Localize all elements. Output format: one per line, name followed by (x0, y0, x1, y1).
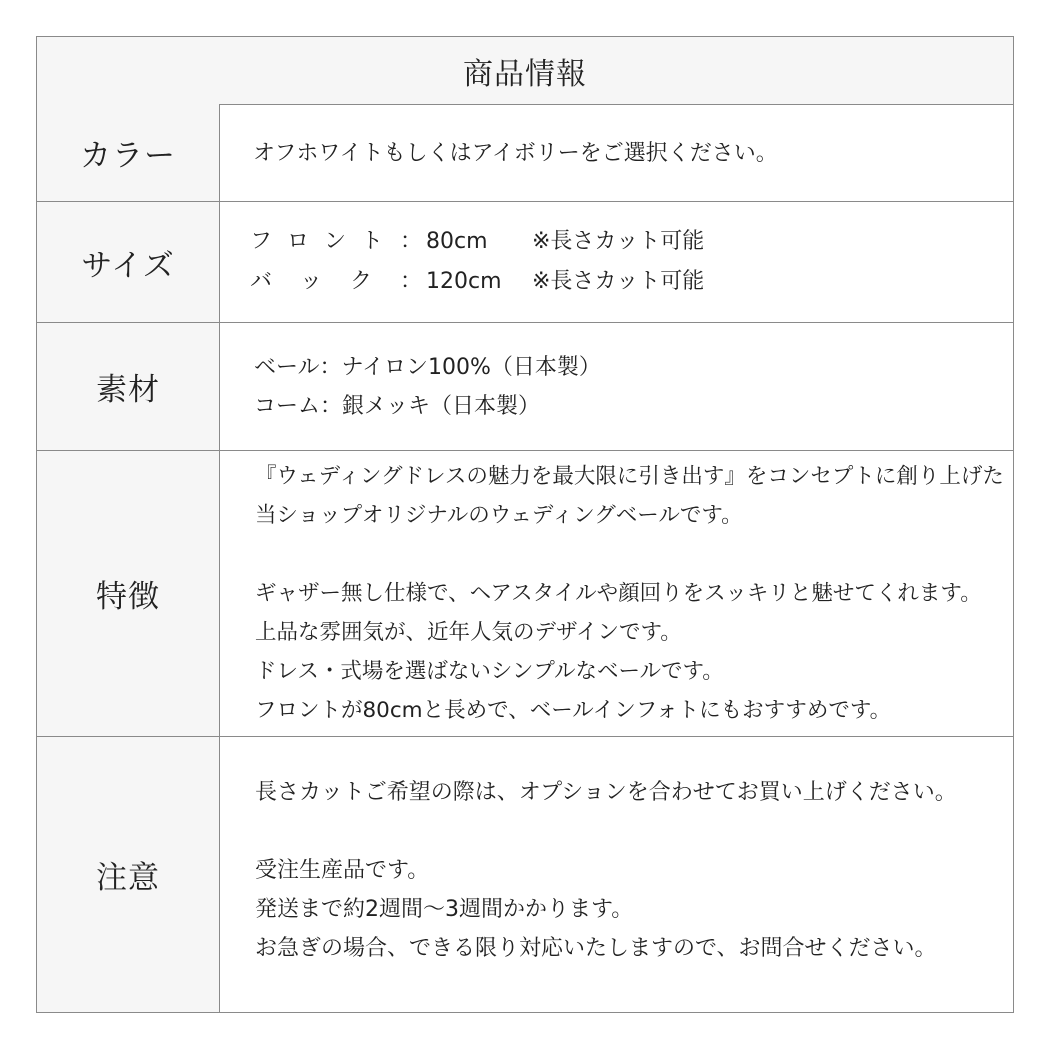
material-line-comb: コーム：銀メッキ（日本製） (254, 393, 541, 419)
features-line: 上品な雰囲気が、近年人気のデザインです。 (255, 620, 682, 645)
row-features (37, 451, 1013, 737)
notes-line: 長さカットご希望の際は、オプションを合わせてお買い上げください。 (255, 780, 957, 805)
size-front-note: ※長さカット可能 (532, 229, 705, 254)
notes-line: お急ぎの場合、できる限り対応いたしますので、お問合せください。 (255, 936, 937, 961)
material-line-veil: ベール：ナイロン100%（日本製） (254, 354, 601, 380)
row-size-label: サイズ (37, 202, 220, 322)
notes-line: 発送まで約2週間～3週間かかります。 (255, 897, 634, 922)
row-material-label: 素材 (37, 323, 220, 450)
row-notes (37, 737, 1013, 1012)
color-text: オフホワイトもしくはアイボリーをご選択ください。 (253, 141, 778, 166)
size-back-sep: ： (400, 269, 423, 294)
size-back-value: 120cm (426, 269, 502, 294)
product-info-table (36, 36, 1014, 1013)
row-size (37, 202, 1013, 323)
size-front-line (250, 222, 1013, 262)
features-line: フロントが80cmと長めで、ベールインフォトにもおすすめです。 (255, 698, 892, 723)
features-line: 当ショップオリジナルのウェディングベールです。 (255, 503, 743, 528)
features-line: ギャザー無し仕様で、ヘアスタイルや顔回りをスッキリと魅せてくれます。 (255, 581, 982, 606)
row-material-content (220, 323, 1013, 450)
size-front-value: 80cm (426, 229, 488, 254)
paragraph-gap (255, 812, 1013, 851)
size-back-name: バック (250, 269, 401, 294)
row-color-content (220, 104, 1013, 201)
table-title-text: 商品情報 (463, 56, 587, 92)
size-front-sep: ： (400, 229, 423, 254)
row-notes-label: 注意 (37, 737, 220, 1012)
row-size-content (220, 202, 1013, 322)
notes-line: 受注生産品です。 (255, 858, 430, 883)
features-line: 『ウェディングドレスの魅力を最大限に引き出す』をコンセプトに創り上げた (255, 464, 1004, 489)
row-notes-content (220, 737, 1013, 1012)
size-front-name: フロント (250, 229, 399, 254)
row-material (37, 323, 1013, 451)
size-back-note: ※長さカット可能 (532, 269, 705, 294)
row-color (37, 104, 1013, 202)
table-title (37, 37, 1013, 105)
features-line: ドレス・式場を選ばないシンプルなベールです。 (255, 659, 724, 684)
row-features-label: 特徴 (37, 451, 220, 736)
paragraph-gap (255, 535, 1013, 574)
size-back-line (250, 262, 1013, 302)
row-features-content (220, 451, 1013, 736)
row-color-label: カラー (37, 104, 220, 201)
